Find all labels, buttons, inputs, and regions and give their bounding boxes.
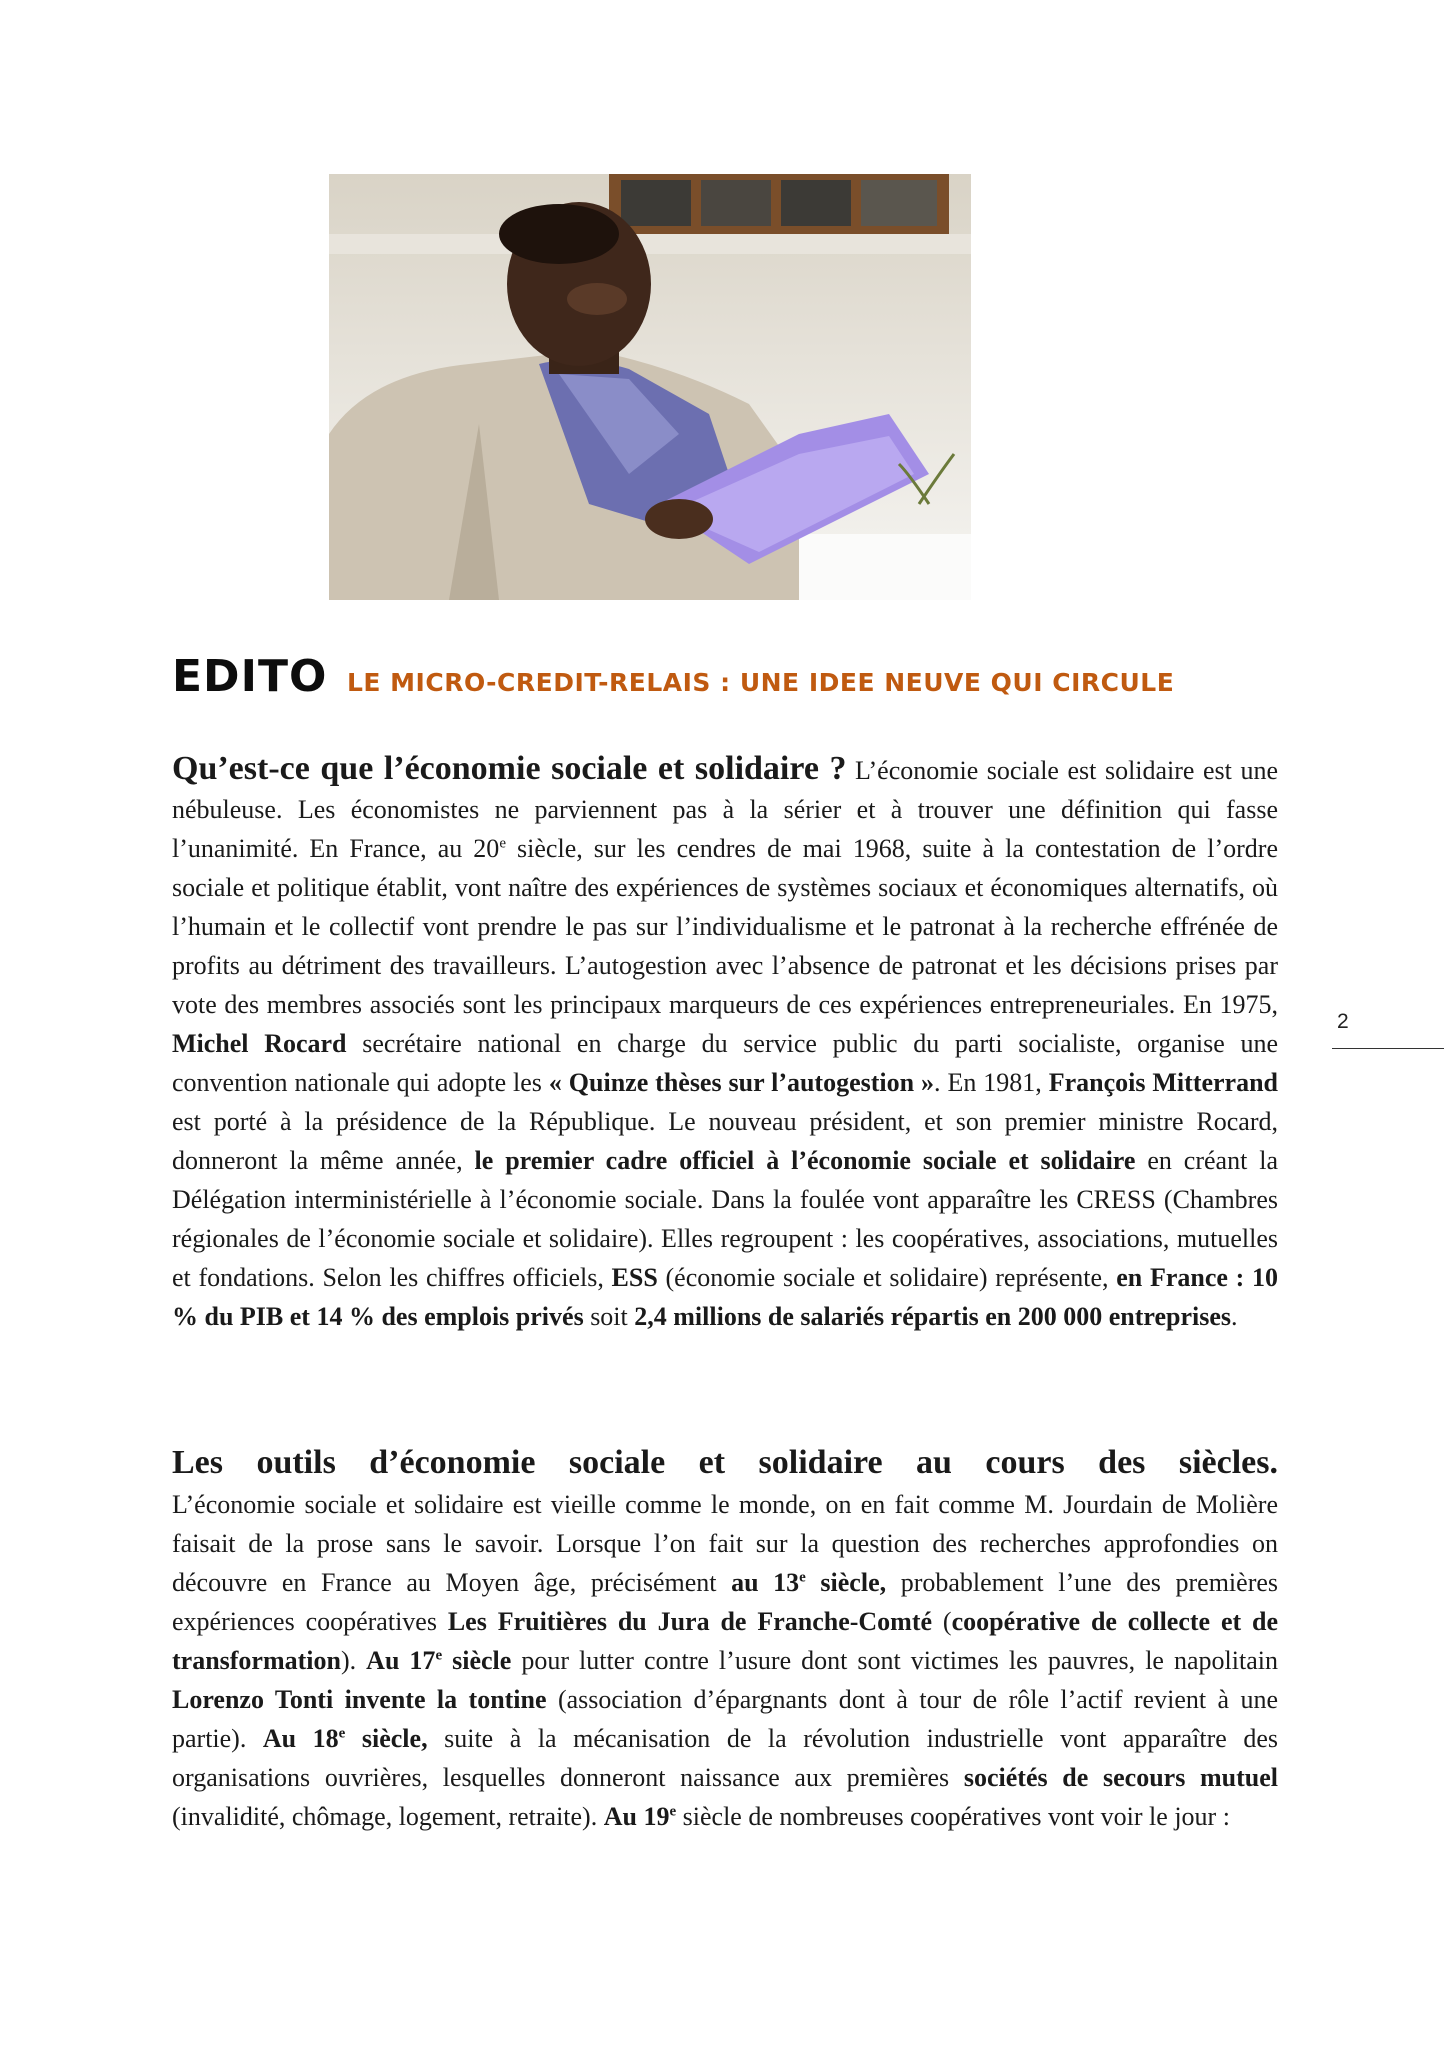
edito-subtitle: LE MICRO-CREDIT-RELAIS : UNE IDEE NEUVE QUI CIRCULE	[346, 668, 1175, 697]
page-number: 2	[1337, 1010, 1349, 1033]
paragraph-ess-definition: Qu’est-ce que l’économie sociale et solidaire ? L’économie sociale est solidaire est une nébuleuse. Les économistes ne parviennent pas à la sérier et à trouver une définition qui fasse l’unanimité. En France, au 20e siècle, sur les cendres de mai 1968, suite à la contestation de l’ordre sociale et politique établit, vont naître des expériences de systèmes sociaux et économiques alternatifs, où l’humain et le collectif vont prendre le pas sur l’individualisme et le patronat à la recherche effrénée de profits au détriment des travailleurs. L’autogestion avec l’absence de patronat et les décisions prises par vote des membres associés sont les principaux marqueurs de ces expériences entrepreneuriales. En 1975, Michel Rocard secrétaire national en charge du service public du parti socialiste, organise une convention nationale qui adopte les « Quinze thèses sur l’autogestion ». En 1981, François Mitterrand est porté à la présidence de la République. Le nouveau président, et son premier ministre Rocard, donneront la même année, le premier cadre officiel à l’économie sociale et solidaire en créant la Délégation interministérielle à l’économie sociale. Dans la foulée vont apparaître les CRESS (Chambres régionales de l’économie sociale et solidaire). Elles regroupent : les coopératives, associations, mutuelles et fondations. Selon les chiffres officiels, ESS (économie sociale et solidaire) représente, en France : 10 % du PIB et 14 % des emplois privés soit 2,4 millions de salariés répartis en 200 000 entreprises.	[172, 750, 1279, 1331]
page-number-rule	[1332, 1048, 1444, 1049]
edito-label: EDITO	[172, 651, 328, 702]
section1-heading: Qu’est-ce que l’économie sociale et solidaire ?	[172, 750, 847, 787]
edito-headline	[172, 651, 1322, 702]
paragraph-ess-history: Les outils d’économie sociale et solidaire au cours des siècles. L’économie sociale et solidaire est vieille comme le monde, on en fait comme M. Jourdain de Molière faisait de la prose sans le savoir. Lorsque l’on fait sur la question des recherches approfondies on découvre en France au Moyen âge, précisément au 13e siècle, probablement l’une des premières expériences coopératives Les Fruitières du Jura de Franche-Comté (coopérative de collecte et de transformation). Au 17e siècle pour lutter contre l’usure dont sont victimes les pauvres, le napolitain Lorenzo Tonti invente la tontine (association d’épargnants dont à tour de rôle l’actif revient à une partie). Au 18e siècle, suite à la mécanisation de la révolution industrielle vont apparaître des organisations ouvrières, lesquelles donneront naissance aux premières sociétés de secours mutuel (invalidité, chômage, logement, retraite). Au 19e siècle de nombreuses coopératives vont voir le jour :	[172, 1441, 1278, 1836]
editorial-portrait-photo	[329, 174, 971, 600]
section2-heading: Les outils d’économie sociale et solidaire au cours des siècles.	[172, 1444, 1278, 1481]
